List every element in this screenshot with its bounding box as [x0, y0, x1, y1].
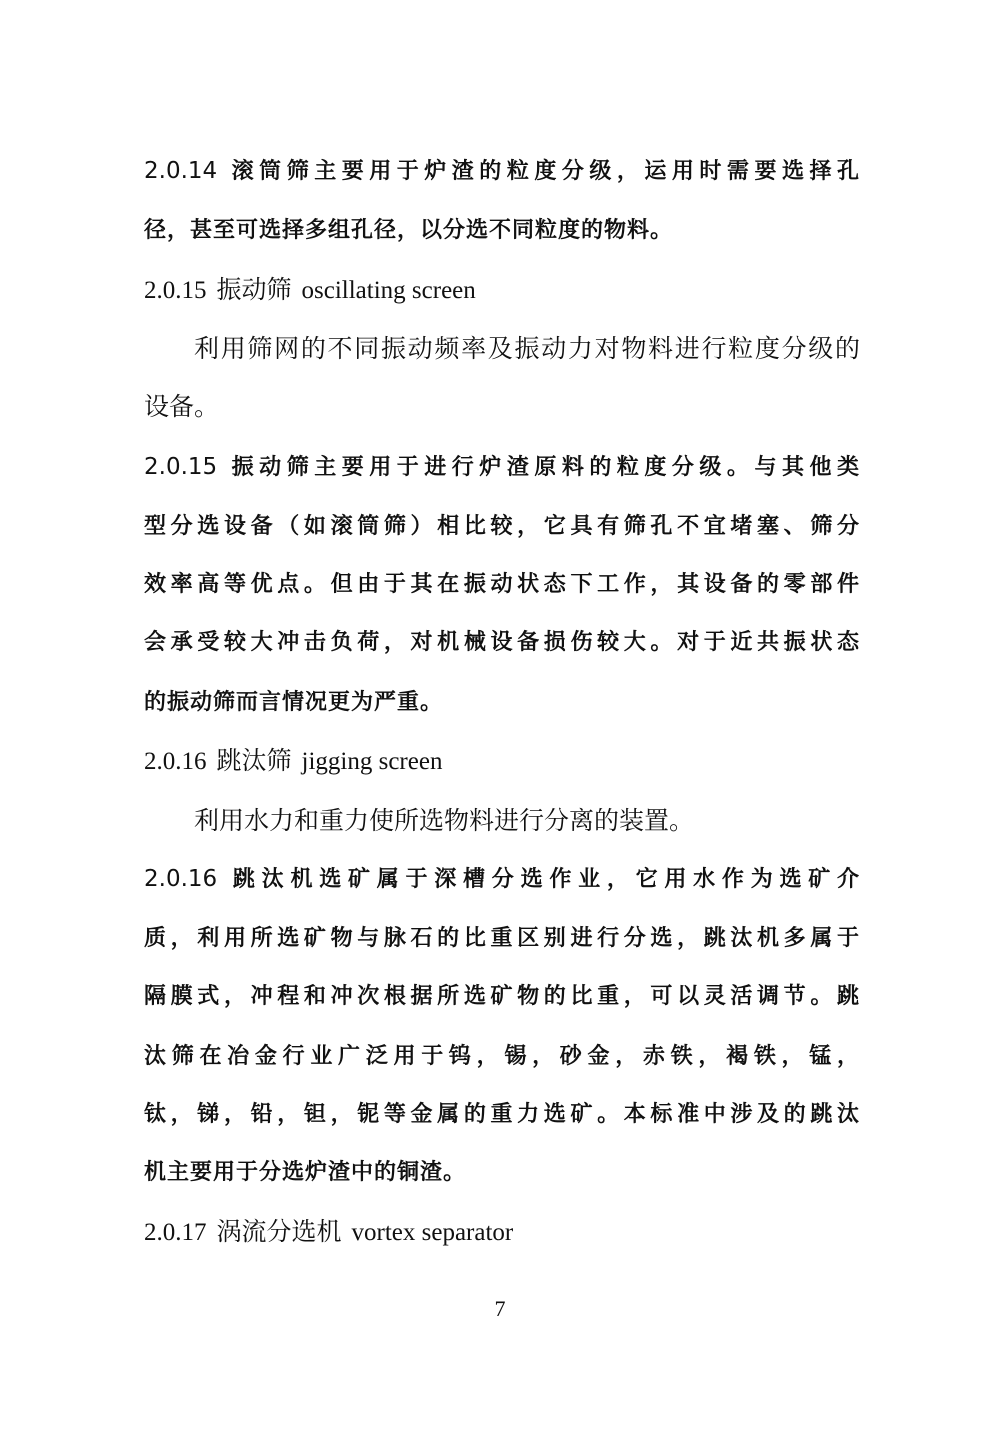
clause-number: 2.0.16: [144, 866, 218, 892]
explanation-2-0-16-line-1: 2.0.16 跳汰机选矿属于深槽分选作业，它用水作为选矿介: [144, 866, 860, 892]
term-en: vortex separator: [351, 1219, 514, 1246]
term-zh: 涡流分选机: [216, 1219, 342, 1246]
term-en: oscillating screen: [301, 277, 476, 304]
clause-number: 2.0.14: [144, 158, 218, 184]
term-2-0-15-definition-line-1: 利用筛网的不同振动频率及振动力对物料进行粒度分级的: [194, 334, 860, 363]
explanation-2-0-15-line-2: 型分选设备（如滚筒筛）相比较，它具有筛孔不宜堵塞、筛分: [144, 514, 860, 539]
term-2-0-16-definition-line-1: 利用水力和重力使所选物料进行分离的装置。: [194, 806, 695, 835]
term-zh: 振动筛: [216, 277, 292, 304]
term-2-0-16-heading: [144, 745, 860, 779]
explanation-2-0-16-line-2: 质，利用所选矿物与脉石的比重区别进行分选，跳汰机多属于: [144, 926, 860, 951]
term-2-0-17-heading: [144, 1216, 860, 1250]
term-number: 2.0.16: [144, 748, 207, 775]
explanation-2-0-16-line-3: 隔膜式，冲程和冲次根据所选矿物的比重，可以灵活调节。跳: [144, 984, 860, 1009]
explanation-2-0-14-line-1: 2.0.14 滚筒筛主要用于炉渣的粒度分级，运用时需要选择孔: [144, 158, 860, 184]
term-number: 2.0.17: [144, 1219, 207, 1246]
explanation-2-0-16-line-4: 汰筛在冶金行业广泛用于钨，锡，砂金，赤铁，褐铁，锰，: [144, 1044, 860, 1069]
term-2-0-15-heading: [144, 274, 860, 308]
term-2-0-15-definition-line-2: 设备。: [144, 392, 220, 421]
explanation-2-0-15-line-1: 2.0.15 振动筛主要用于进行炉渣原料的粒度分级。与其他类: [144, 454, 860, 480]
term-zh: 跳汰筛: [216, 748, 292, 775]
explanation-2-0-14-line-2: 径，甚至可选择多组孔径，以分选不同粒度的物料。: [144, 218, 674, 243]
explanation-2-0-16-line-6: 机主要用于分选炉渣中的铜渣。: [144, 1160, 467, 1185]
explanation-2-0-15-line-4: 会承受较大冲击负荷，对机械设备损伤较大。对于近共振状态: [144, 630, 860, 655]
term-en: jigging screen: [301, 748, 443, 775]
page-number: 7: [494, 1296, 506, 1321]
clause-number: 2.0.15: [144, 454, 218, 480]
term-number: 2.0.15: [144, 277, 207, 304]
explanation-2-0-15-line-3: 效率高等优点。但由于其在振动状态下工作，其设备的零部件: [144, 572, 860, 597]
explanation-2-0-15-line-5: 的振动筛而言情况更为严重。: [144, 690, 444, 715]
explanation-2-0-16-line-5: 钛，锑，铅，钽，铌等金属的重力选矿。本标准中涉及的跳汰: [144, 1102, 860, 1127]
